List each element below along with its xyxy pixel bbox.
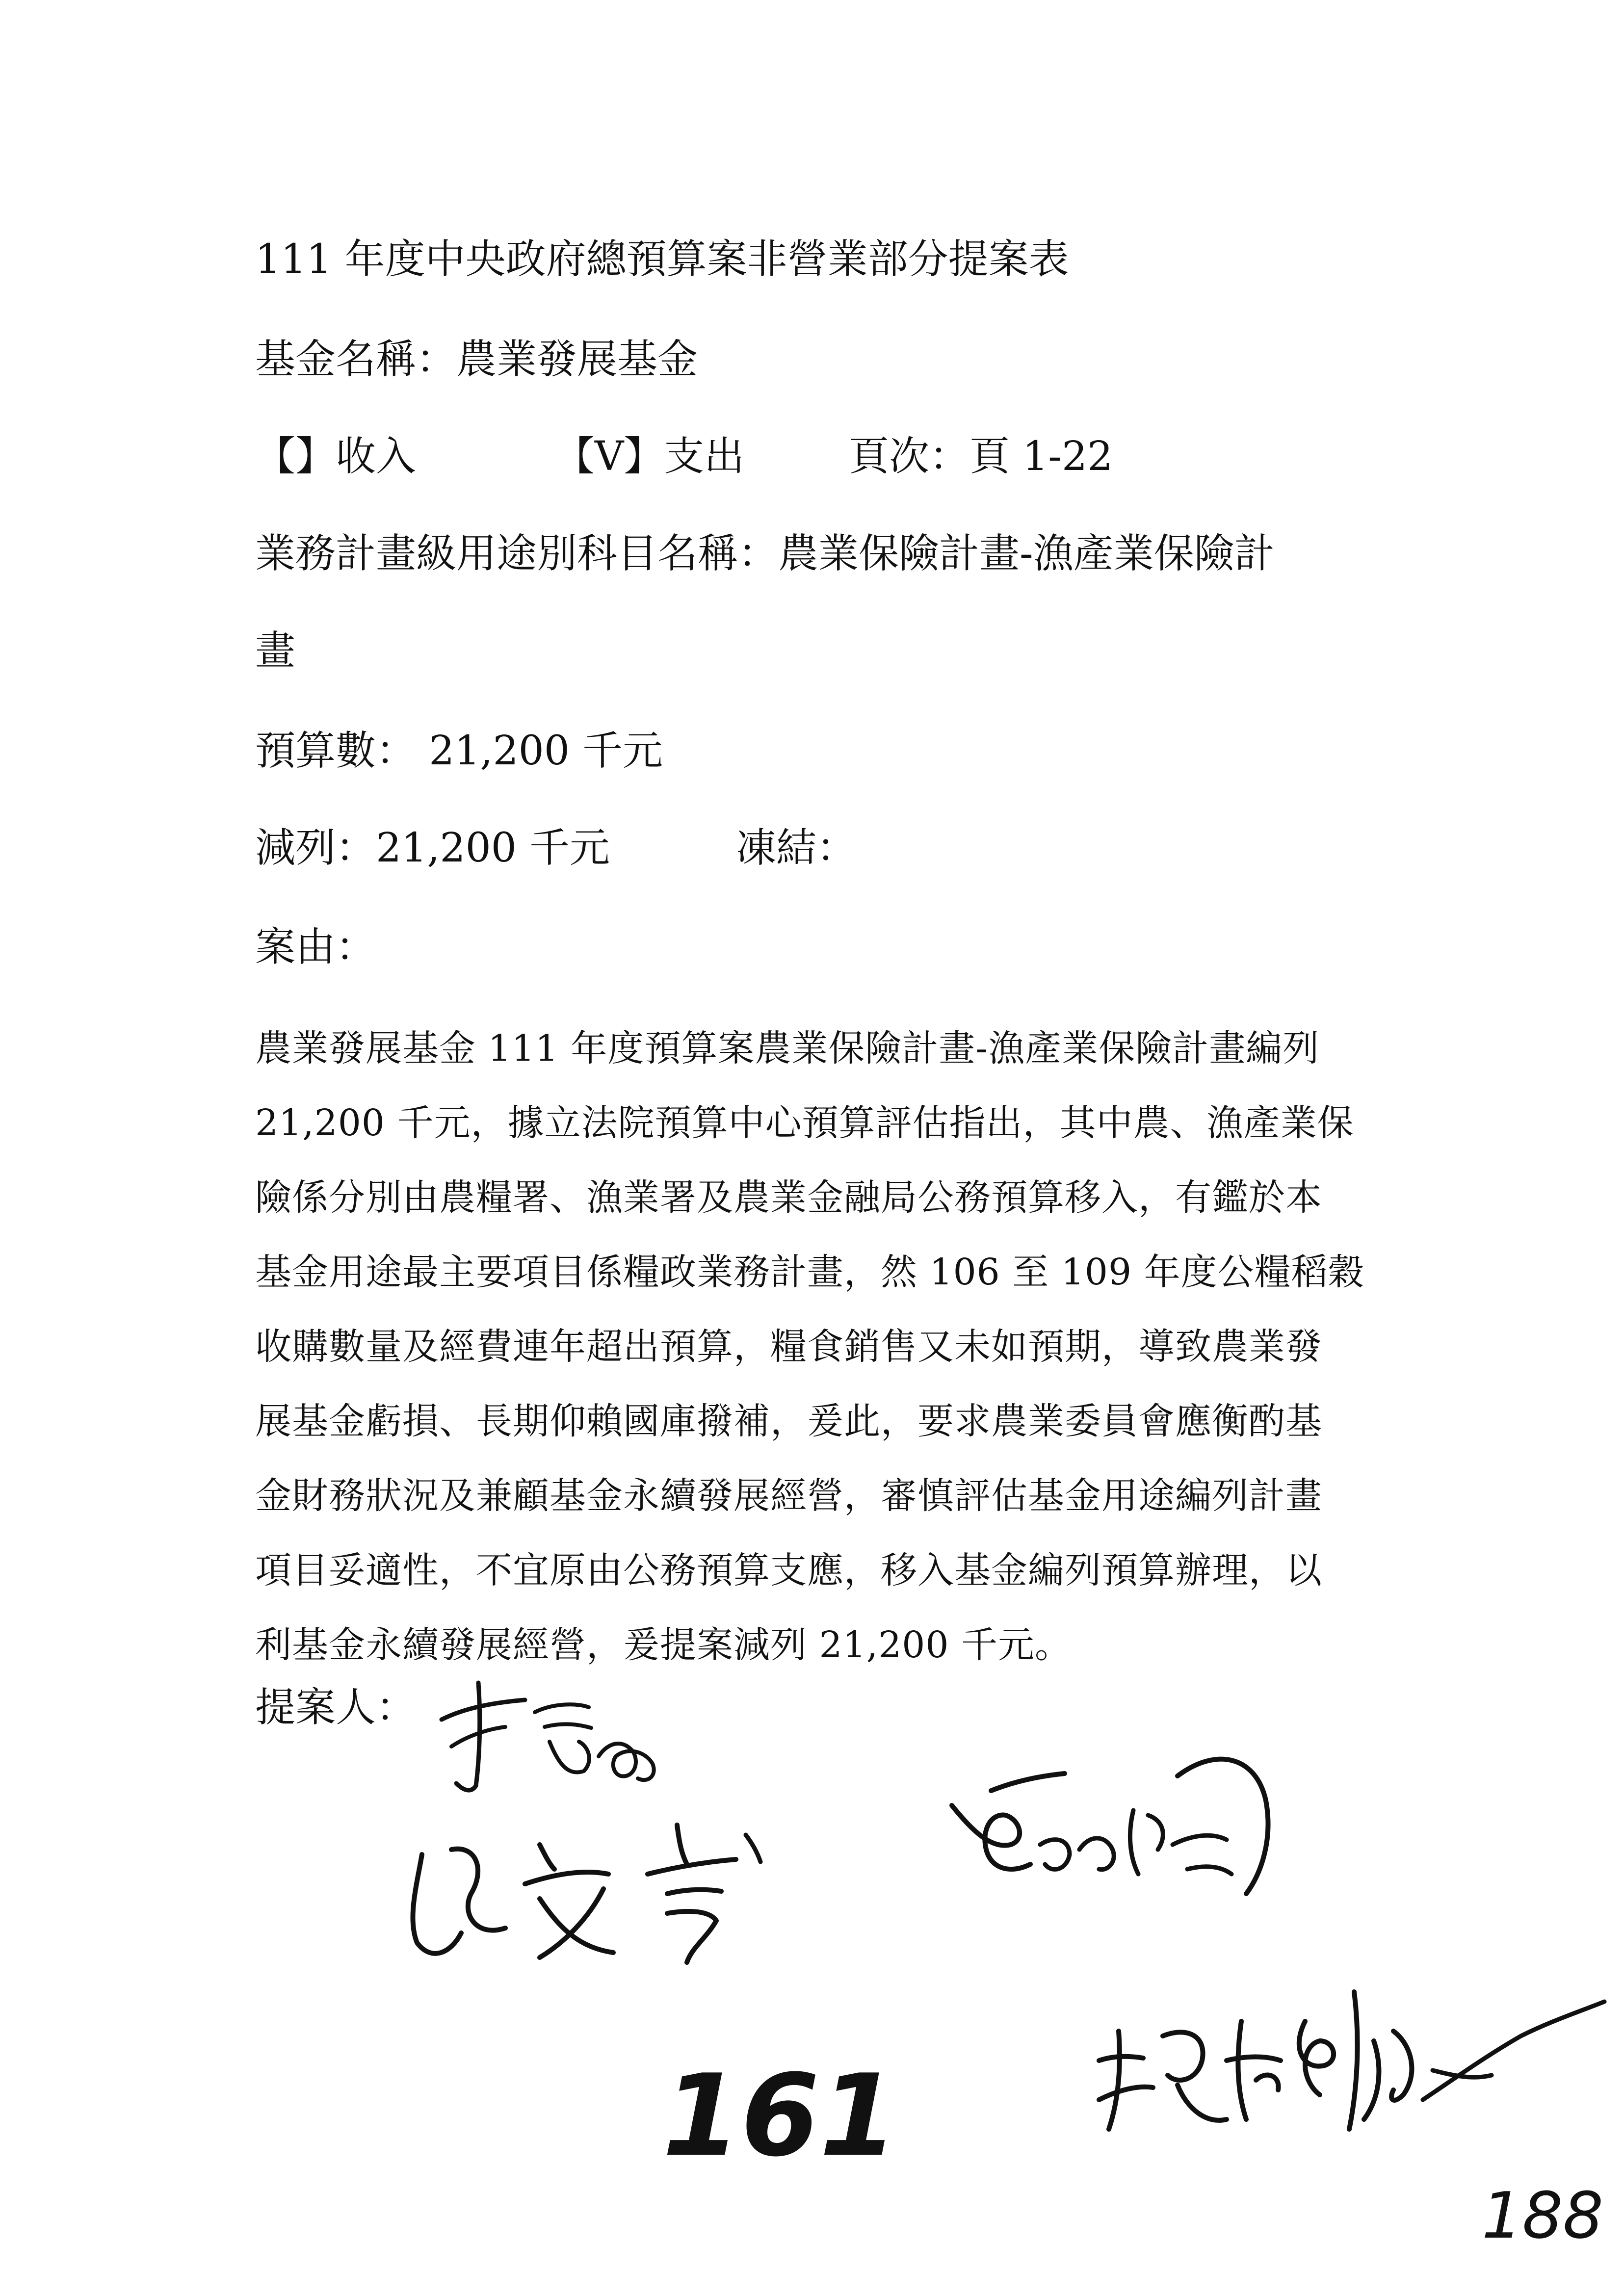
fund-name: 基金名稱：農業發展基金 xyxy=(255,336,698,383)
budget-amount: 預算數： 21,200 千元 xyxy=(255,728,663,774)
signature-2 xyxy=(393,1815,834,1977)
page-number: 頁次：頁 1-22 xyxy=(849,433,1113,480)
subject-name-line2: 畫 xyxy=(255,627,296,674)
reason-line: 展基金虧損、長期仰賴國庫撥補，爰此，要求農業委員會應衡酌基 xyxy=(255,1400,1322,1442)
reason-line: 利基金永續發展經營，爰提案減列 21,200 千元。 xyxy=(255,1624,1072,1666)
reason-line: 金財務狀況及兼顧基金永續發展經營，審慎評估基金用途編列計畫 xyxy=(255,1475,1322,1517)
income-checkbox-label: 【】收入 xyxy=(255,433,417,480)
signature-1 xyxy=(422,1673,677,1800)
handwritten-number-161: 161 xyxy=(662,2051,898,2182)
handwritten-number-188: 188 xyxy=(1482,2178,1604,2253)
signature-3 xyxy=(942,1747,1325,1943)
cut-amount: 減列：21,200 千元 xyxy=(255,825,610,871)
reason-line: 基金用途最主要項目係糧政業務計畫，然 106 至 109 年度公糧稻穀 xyxy=(255,1251,1365,1293)
signature-4 xyxy=(1079,1982,1619,2178)
reason-line: 項目妥適性，不宜原由公務預算支應，移入基金編列預算辦理，以 xyxy=(255,1549,1322,1592)
reason-label: 案由： xyxy=(255,924,376,970)
subject-name-line1: 業務計畫級用途別科目名稱：農業保險計畫-漁產業保險計 xyxy=(255,530,1275,577)
reason-line: 收購數量及經費連年超出預算，糧食銷售又未如預期，導致農業發 xyxy=(255,1326,1322,1368)
freeze-label: 凍結： xyxy=(736,825,857,871)
reason-line: 險係分別由農糧署、漁業署及農業金融局公務預算移入，有鑑於本 xyxy=(255,1176,1322,1219)
form-title: 111 年度中央政府總預算案非營業部分提案表 xyxy=(255,236,1069,283)
proposer-label: 提案人： xyxy=(255,1684,417,1731)
expense-checkbox-label: 【V】支出 xyxy=(554,433,745,480)
reason-line: 21,200 千元，據立法院預算中心預算評估指出，其中農、漁產業保 xyxy=(255,1102,1354,1144)
reason-line: 農業發展基金 111 年度預算案農業保險計畫-漁產業保險計畫編列 xyxy=(255,1027,1320,1070)
